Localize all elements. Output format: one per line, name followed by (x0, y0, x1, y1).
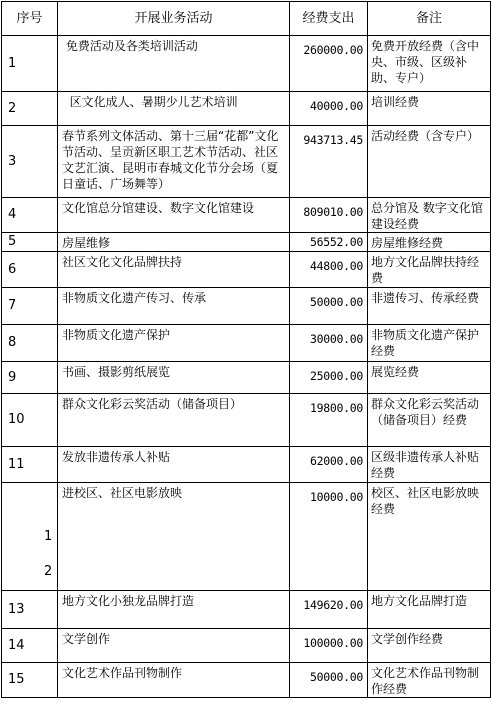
row-activity: 区文化成人、暑期少儿艺术培训 (58, 92, 290, 126)
row-index-part-a: 1 (44, 529, 53, 544)
table-row (2, 36, 491, 92)
row-activity: 房屋维修 (58, 233, 290, 252)
row-index: 2 (2, 92, 58, 126)
row-index: 13 (2, 591, 58, 629)
row-note: 校区、社区电影放映经费 (368, 483, 491, 591)
row-amount: 149620.00 (290, 591, 368, 629)
row-amount: 943713.45 (290, 126, 368, 198)
row-amount: 50000.00 (290, 663, 368, 698)
row-activity: 免费活动及各类培训活动 (58, 36, 290, 92)
row-index: 10 (2, 394, 58, 447)
row-note: 区级非遗传承人补贴经费 (368, 447, 491, 483)
row-index: 4 (2, 198, 58, 233)
table-row (2, 288, 491, 325)
row-index: 8 (2, 325, 58, 362)
table-row (2, 394, 491, 447)
row-amount: 260000.00 (290, 36, 368, 92)
row-note: 文学创作经费 (368, 629, 491, 663)
row-amount: 30000.00 (290, 325, 368, 362)
row-amount: 40000.00 (290, 92, 368, 126)
row-activity: 非物质文化遗产保护 (58, 325, 290, 362)
row-amount: 19800.00 (290, 394, 368, 447)
row-index: 7 (2, 288, 58, 325)
row-index-part-b: 2 (44, 564, 53, 579)
row-note: 地方文化品牌打造 (368, 591, 491, 629)
row-amount: 50000.00 (290, 288, 368, 325)
expense-table (1, 1, 491, 698)
row-activity: 非物质文化遗产传习、传承 (58, 288, 290, 325)
table-row (2, 483, 491, 591)
row-amount: 100000.00 (290, 629, 368, 663)
table-row (2, 447, 491, 483)
table-row (2, 233, 491, 252)
row-amount: 25000.00 (290, 362, 368, 394)
row-index: 3 (2, 126, 58, 198)
table-row (2, 629, 491, 663)
table-row (2, 92, 491, 126)
table-row (2, 126, 491, 198)
row-amount: 10000.00 (290, 483, 368, 591)
row-index: 15 (2, 663, 58, 698)
row-index: 9 (2, 362, 58, 394)
row-note: 总分馆及 数字文化馆建设经费 (368, 198, 491, 233)
row-amount: 44800.00 (290, 252, 368, 288)
row-activity: 文化艺术作品刊物制作 (58, 663, 290, 698)
row-index (2, 483, 58, 591)
table-row (2, 198, 491, 233)
header-note: 备注 (368, 2, 491, 36)
row-index: 5 (2, 233, 58, 252)
row-note: 非物质文化遗产保护经费 (368, 325, 491, 362)
table-row (2, 252, 491, 288)
row-note: 培训经费 (368, 92, 491, 126)
row-activity: 春节系列文体活动、第十三届“花都”文化节活动、呈贡新区职工艺术节活动、社区文艺汇演、昆明市春城文化节分会场（夏日童话、广场舞等） (58, 126, 290, 198)
row-note: 免费开放经费（含中央、市级、区级补助、专户） (368, 36, 491, 92)
row-activity: 文学创作 (58, 629, 290, 663)
row-index: 14 (2, 629, 58, 663)
table-row (2, 663, 491, 698)
header-activity: 开展业务活动 (58, 2, 290, 36)
row-note: 文化艺术作品刊物制作经费 (368, 663, 491, 698)
row-activity: 社区文化文化品牌扶持 (58, 252, 290, 288)
row-index: 6 (2, 252, 58, 288)
row-note: 活动经费（含专户） (368, 126, 491, 198)
row-note: 非遗传习、传承经费 (368, 288, 491, 325)
row-activity: 群众文化彩云奖活动（储备项目） (58, 394, 290, 447)
header-index: 序号 (2, 2, 58, 36)
row-note: 群众文化彩云奖活动（储备项目）经费 (368, 394, 491, 447)
header-row (2, 2, 491, 36)
table-row (2, 362, 491, 394)
row-note: 地方文化品牌扶持经费 (368, 252, 491, 288)
row-index: 1 (2, 36, 58, 92)
row-note: 展览经费 (368, 362, 491, 394)
row-activity: 书画、摄影剪纸展览 (58, 362, 290, 394)
row-index: 11 (2, 447, 58, 483)
row-activity: 发放非遗传承人补贴 (58, 447, 290, 483)
row-amount: 62000.00 (290, 447, 368, 483)
row-activity: 地方文化小独龙品牌打造 (58, 591, 290, 629)
row-amount: 56552.00 (290, 233, 368, 252)
table-row (2, 591, 491, 629)
header-amount: 经费支出 (290, 2, 368, 36)
row-activity: 进校区、社区电影放映 (58, 483, 290, 591)
row-activity: 文化馆总分馆建设、数字文化馆建设 (58, 198, 290, 233)
row-amount: 809010.00 (290, 198, 368, 233)
row-note: 房屋维修经费 (368, 233, 491, 252)
table-row (2, 325, 491, 362)
